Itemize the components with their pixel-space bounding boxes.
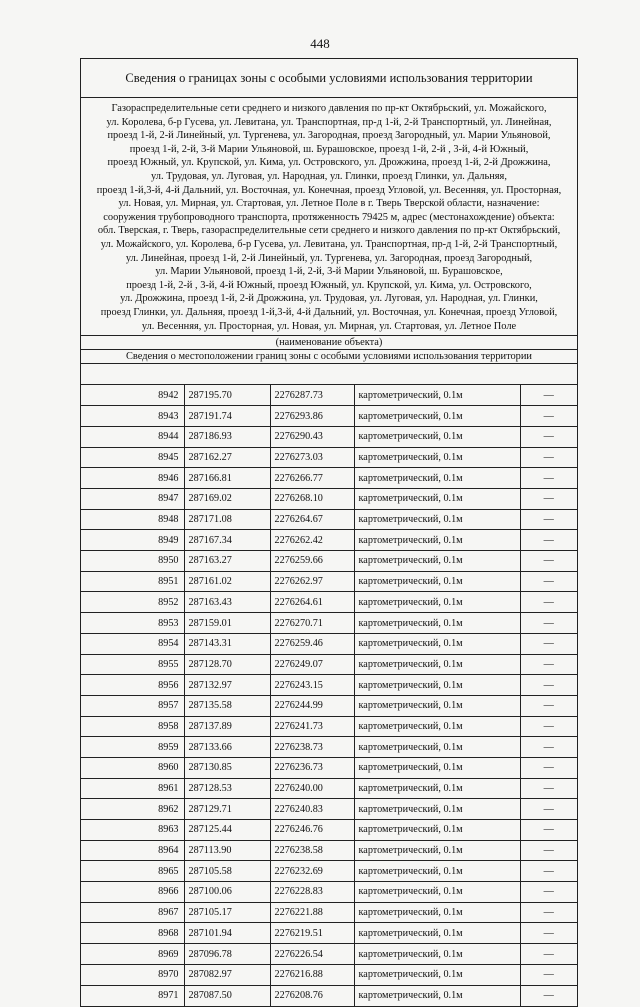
method-cell: картометрический, 0.1м: [354, 737, 520, 758]
y-coordinate-cell: 2276268.10: [270, 489, 354, 510]
x-coordinate-cell: 287161.02: [184, 571, 270, 592]
y-coordinate-cell: 2276249.07: [270, 654, 354, 675]
description-line: ул. Линейная, проезд 1-й, 2-й Линейный, ул. Тургенева, ул. Загородная, проезд Загородный,: [125, 252, 533, 264]
table-row: [81, 778, 577, 799]
method-cell: картометрический, 0.1м: [354, 551, 520, 572]
description-cell: —: [520, 882, 577, 903]
table-row: [81, 923, 577, 944]
table-row: [81, 964, 577, 985]
description-cell: —: [520, 820, 577, 841]
table-row: [81, 675, 577, 696]
table-header-spacer: [81, 364, 577, 385]
x-coordinate-cell: 287159.01: [184, 613, 270, 634]
table-row: [81, 985, 577, 1006]
table-row: [81, 385, 577, 406]
description-cell: —: [520, 551, 577, 572]
x-coordinate-cell: 287105.58: [184, 861, 270, 882]
x-coordinate-cell: 287105.17: [184, 902, 270, 923]
x-coordinate-cell: 287129.71: [184, 799, 270, 820]
method-cell: картометрический, 0.1м: [354, 923, 520, 944]
y-coordinate-cell: 2276243.15: [270, 675, 354, 696]
point-number-cell: 8947: [81, 489, 184, 510]
object-description: [81, 98, 577, 336]
y-coordinate-cell: 2276208.76: [270, 985, 354, 1006]
description-cell: —: [520, 716, 577, 737]
table-row: [81, 613, 577, 634]
y-coordinate-cell: 2276228.83: [270, 882, 354, 903]
description-cell: —: [520, 944, 577, 965]
description-line: проезд 1-й, 2-й Линейный, ул. Тургенева, ул. Загородная, проезд Загородный, ул. Марии Ульяновой,: [107, 130, 551, 142]
y-coordinate-cell: 2276236.73: [270, 757, 354, 778]
table-row: [81, 426, 577, 447]
method-cell: картометрический, 0.1м: [354, 509, 520, 530]
description-line: ул. Трудовая, ул. Луговая, ул. Народная, ул. Глинки, проезд Глинки, ул. Дальняя,: [151, 170, 507, 182]
x-coordinate-cell: 287101.94: [184, 923, 270, 944]
method-cell: картометрический, 0.1м: [354, 447, 520, 468]
table-row: [81, 820, 577, 841]
table-row: [81, 468, 577, 489]
description-cell: —: [520, 426, 577, 447]
description-line: ул. Королева, б-р Гусева, ул. Левитана, ул. Транспортная, пр-д 1-й, 2-й Транспортный, ул. Линейная,: [106, 116, 552, 128]
point-number-cell: 8959: [81, 737, 184, 758]
description-line: сооружения трубопроводного транспорта, протяженность 79425 м, адрес (местонахождение) объекта:: [103, 211, 555, 223]
x-coordinate-cell: 287163.43: [184, 592, 270, 613]
y-coordinate-cell: 2276226.54: [270, 944, 354, 965]
x-coordinate-cell: 287113.90: [184, 840, 270, 861]
method-cell: картометрический, 0.1м: [354, 489, 520, 510]
description-line: ул. Новая, ул. Мирная, ул. Стартовая, ул. Летное Поле в г. Тверь Тверской области, назначение:: [118, 198, 540, 210]
point-number-cell: 8961: [81, 778, 184, 799]
x-coordinate-cell: 287125.44: [184, 820, 270, 841]
description-line: проезд 1-й,3-й, 4-й Дальний, ул. Восточная, ул. Конечная, проезд Угловой, ул. Весенняя, ул. Просторная,: [96, 184, 562, 196]
method-cell: картометрический, 0.1м: [354, 468, 520, 489]
description-line: проезд Глинки, ул. Дальняя, проезд 1-й,3-й, 4-й Дальний, ул. Восточная, ул. Конечная, проезд Угловой,: [100, 306, 558, 318]
table-row: [81, 530, 577, 551]
point-number-cell: 8945: [81, 447, 184, 468]
description-line: проезд Южный, ул. Крупской, ул. Кима, ул. Островского, ул. Дрожжина, проезд 1-й, 2-й Дрожжина,: [107, 157, 551, 169]
description-cell: —: [520, 592, 577, 613]
table-row: [81, 882, 577, 903]
document-frame: [80, 58, 578, 1007]
table-row: [81, 509, 577, 530]
table-row: [81, 406, 577, 427]
y-coordinate-cell: 2276259.66: [270, 551, 354, 572]
y-coordinate-cell: 2276270.71: [270, 613, 354, 634]
point-number-cell: 8950: [81, 551, 184, 572]
table-row: [81, 944, 577, 965]
description-cell: —: [520, 799, 577, 820]
x-coordinate-cell: 287082.97: [184, 964, 270, 985]
description-cell: —: [520, 675, 577, 696]
point-number-cell: 8967: [81, 902, 184, 923]
y-coordinate-cell: 2276259.46: [270, 633, 354, 654]
point-number-cell: 8963: [81, 820, 184, 841]
table-row: [81, 633, 577, 654]
description-cell: —: [520, 985, 577, 1006]
method-cell: картометрический, 0.1м: [354, 778, 520, 799]
table-row: [81, 861, 577, 882]
point-number-cell: 8969: [81, 944, 184, 965]
method-cell: картометрический, 0.1м: [354, 861, 520, 882]
table-row: [81, 551, 577, 572]
y-coordinate-cell: 2276246.76: [270, 820, 354, 841]
x-coordinate-cell: 287135.58: [184, 695, 270, 716]
point-number-cell: 8971: [81, 985, 184, 1006]
x-coordinate-cell: 287169.02: [184, 489, 270, 510]
description-cell: —: [520, 530, 577, 551]
point-number-cell: 8952: [81, 592, 184, 613]
y-coordinate-cell: 2276264.61: [270, 592, 354, 613]
y-coordinate-cell: 2276244.99: [270, 695, 354, 716]
point-number-cell: 8964: [81, 840, 184, 861]
description-cell: —: [520, 406, 577, 427]
table-row: [81, 737, 577, 758]
method-cell: картометрический, 0.1м: [354, 613, 520, 634]
x-coordinate-cell: 287100.06: [184, 882, 270, 903]
table-row: [81, 571, 577, 592]
coordinates-table: [81, 385, 577, 1006]
y-coordinate-cell: 2276273.03: [270, 447, 354, 468]
point-number-cell: 8970: [81, 964, 184, 985]
method-cell: картометрический, 0.1м: [354, 882, 520, 903]
table-row: [81, 757, 577, 778]
description-cell: —: [520, 447, 577, 468]
point-number-cell: 8956: [81, 675, 184, 696]
description-cell: —: [520, 902, 577, 923]
description-cell: —: [520, 757, 577, 778]
point-number-cell: 8955: [81, 654, 184, 675]
description-cell: —: [520, 737, 577, 758]
method-cell: картометрический, 0.1м: [354, 944, 520, 965]
point-number-cell: 8962: [81, 799, 184, 820]
table-row: [81, 695, 577, 716]
method-cell: картометрический, 0.1м: [354, 964, 520, 985]
point-number-cell: 8966: [81, 882, 184, 903]
y-coordinate-cell: 2276232.69: [270, 861, 354, 882]
method-cell: картометрический, 0.1м: [354, 530, 520, 551]
y-coordinate-cell: 2276287.73: [270, 385, 354, 406]
description-cell: —: [520, 468, 577, 489]
description-cell: —: [520, 778, 577, 799]
table-row: [81, 799, 577, 820]
x-coordinate-cell: 287128.53: [184, 778, 270, 799]
method-cell: картометрический, 0.1м: [354, 675, 520, 696]
x-coordinate-cell: 287186.93: [184, 426, 270, 447]
x-coordinate-cell: 287137.89: [184, 716, 270, 737]
point-number-cell: 8948: [81, 509, 184, 530]
x-coordinate-cell: 287132.97: [184, 675, 270, 696]
y-coordinate-cell: 2276238.73: [270, 737, 354, 758]
y-coordinate-cell: 2276293.86: [270, 406, 354, 427]
table-row: [81, 902, 577, 923]
point-number-cell: 8957: [81, 695, 184, 716]
table-row: [81, 654, 577, 675]
x-coordinate-cell: 287195.70: [184, 385, 270, 406]
location-caption: Сведения о местоположении границ зоны с особыми условиями использования территории: [81, 350, 577, 364]
x-coordinate-cell: 287166.81: [184, 468, 270, 489]
method-cell: картометрический, 0.1м: [354, 571, 520, 592]
description-line: ул. Марии Ульяновой, проезд 1-й, 2-й, 3-й Марии Ульяновой, ш. Бурашовское,: [155, 266, 503, 278]
description-cell: —: [520, 489, 577, 510]
x-coordinate-cell: 287162.27: [184, 447, 270, 468]
x-coordinate-cell: 287171.08: [184, 509, 270, 530]
description-cell: —: [520, 613, 577, 634]
y-coordinate-cell: 2276216.88: [270, 964, 354, 985]
method-cell: картометрический, 0.1м: [354, 695, 520, 716]
method-cell: картометрический, 0.1м: [354, 799, 520, 820]
y-coordinate-cell: 2276264.67: [270, 509, 354, 530]
point-number-cell: 8953: [81, 613, 184, 634]
method-cell: картометрический, 0.1м: [354, 902, 520, 923]
point-number-cell: 8943: [81, 406, 184, 427]
description-line: обл. Тверская, г. Тверь, газораспределительные сети среднего и низкого давления по пр-кт Октябрьский,: [97, 225, 561, 237]
x-coordinate-cell: 287128.70: [184, 654, 270, 675]
method-cell: картометрический, 0.1м: [354, 426, 520, 447]
description-line: Газораспределительные сети среднего и низкого давления по пр-кт Октябрьский, ул. Можайского,: [111, 103, 547, 114]
description-cell: —: [520, 923, 577, 944]
method-cell: картометрический, 0.1м: [354, 385, 520, 406]
x-coordinate-cell: 287130.85: [184, 757, 270, 778]
object-name-caption: (наименование объекта): [81, 336, 577, 350]
description-cell: —: [520, 861, 577, 882]
point-number-cell: 8960: [81, 757, 184, 778]
y-coordinate-cell: 2276262.42: [270, 530, 354, 551]
method-cell: картометрический, 0.1м: [354, 716, 520, 737]
y-coordinate-cell: 2276262.97: [270, 571, 354, 592]
description-line: ул. Весенняя, ул. Просторная, ул. Новая, ул. Мирная, ул. Стартовая, ул. Летное Поле: [141, 320, 517, 332]
method-cell: картометрический, 0.1м: [354, 757, 520, 778]
table-row: [81, 489, 577, 510]
description-line: ул. Можайского, ул. Королева, б-р Гусева, ул. Левитана, ул. Транспортная, пр-д 1-й, 2-й Транспортный,: [100, 238, 558, 250]
point-number-cell: 8942: [81, 385, 184, 406]
point-number-cell: 8958: [81, 716, 184, 737]
point-number-cell: 8954: [81, 633, 184, 654]
x-coordinate-cell: 287167.34: [184, 530, 270, 551]
x-coordinate-cell: 287096.78: [184, 944, 270, 965]
method-cell: картометрический, 0.1м: [354, 840, 520, 861]
description-cell: —: [520, 695, 577, 716]
x-coordinate-cell: 287191.74: [184, 406, 270, 427]
description-cell: —: [520, 633, 577, 654]
method-cell: картометрический, 0.1м: [354, 820, 520, 841]
table-row: [81, 447, 577, 468]
y-coordinate-cell: 2276219.51: [270, 923, 354, 944]
point-number-cell: 8968: [81, 923, 184, 944]
y-coordinate-cell: 2276240.00: [270, 778, 354, 799]
description-line: проезд 1-й, 2-й, 3-й Марии Ульяновой, ш. Бурашовское, проезд 1-й, 2-й , 3-й, 4-й Южный,: [129, 143, 529, 155]
table-row: [81, 716, 577, 737]
x-coordinate-cell: 287133.66: [184, 737, 270, 758]
description-cell: —: [520, 571, 577, 592]
description-line: ул. Дрожжина, проезд 1-й, 2-й Дрожжина, ул. Трудовая, ул. Луговая, ул. Народная, ул. Глинки,: [120, 293, 538, 305]
x-coordinate-cell: 287087.50: [184, 985, 270, 1006]
y-coordinate-cell: 2276221.88: [270, 902, 354, 923]
x-coordinate-cell: 287163.27: [184, 551, 270, 572]
page-number: 448: [310, 36, 330, 51]
y-coordinate-cell: 2276290.43: [270, 426, 354, 447]
point-number-cell: 8951: [81, 571, 184, 592]
description-line: проезд 1-й, 2-й , 3-й, 4-й Южный, проезд Южный, ул. Крупской, ул. Кима, ул. Островского,: [126, 279, 532, 291]
method-cell: картометрический, 0.1м: [354, 592, 520, 613]
method-cell: картометрический, 0.1м: [354, 985, 520, 1006]
point-number-cell: 8944: [81, 426, 184, 447]
description-cell: —: [520, 964, 577, 985]
table-row: [81, 592, 577, 613]
method-cell: картометрический, 0.1м: [354, 654, 520, 675]
point-number-cell: 8965: [81, 861, 184, 882]
y-coordinate-cell: 2276238.58: [270, 840, 354, 861]
table-row: [81, 840, 577, 861]
description-cell: —: [520, 654, 577, 675]
point-number-cell: 8946: [81, 468, 184, 489]
document-title: Сведения о границах зоны с особыми условиями использования территории: [81, 59, 577, 98]
x-coordinate-cell: 287143.31: [184, 633, 270, 654]
description-cell: —: [520, 509, 577, 530]
description-cell: —: [520, 840, 577, 861]
y-coordinate-cell: 2276241.73: [270, 716, 354, 737]
y-coordinate-cell: 2276266.77: [270, 468, 354, 489]
description-cell: —: [520, 385, 577, 406]
point-number-cell: 8949: [81, 530, 184, 551]
method-cell: картометрический, 0.1м: [354, 633, 520, 654]
method-cell: картометрический, 0.1м: [354, 406, 520, 427]
y-coordinate-cell: 2276240.83: [270, 799, 354, 820]
